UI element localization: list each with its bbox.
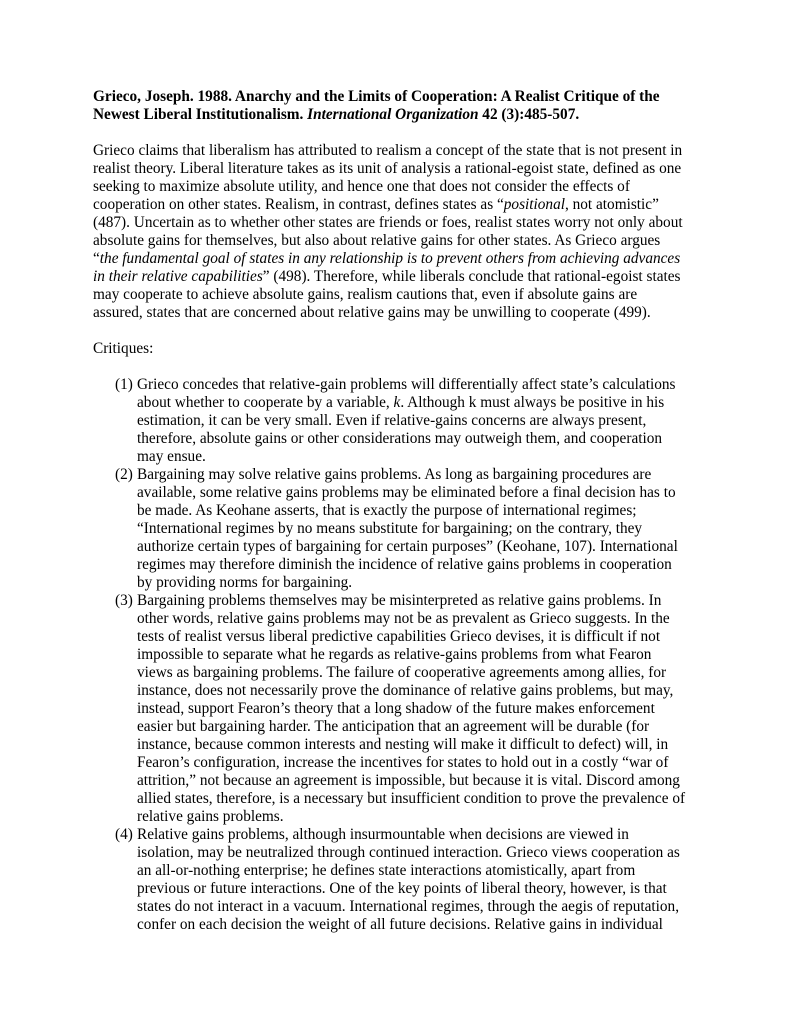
summary-emphasis: positional xyxy=(503,196,565,213)
critique-text: . Although k must always be positive in his xyxy=(400,394,665,411)
critique-line: states do not interact in a vacuum. International regimes, through the aegis of reputation, xyxy=(137,898,680,915)
critique-line: impossible to separate what he regards as relative-gains problems from what Fearon xyxy=(137,646,652,663)
critique-line: estimation, it can be very small. Even if relative-gains concerns are always present, xyxy=(137,412,647,429)
critique-line: tests of realist versus liberal predictive capabilities Grieco devises, it is difficult if not xyxy=(137,628,661,645)
critique-number: (1) xyxy=(115,376,133,393)
citation xyxy=(93,88,705,124)
citation-line-1: Grieco, Joseph. 1988. Anarchy and the Limits of Cooperation: A Realist Critique of the xyxy=(93,88,660,105)
critique-line: by providing norms for bargaining. xyxy=(137,574,353,591)
critique-line: Bargaining problems themselves may be misinterpreted as relative gains problems. In xyxy=(137,592,662,609)
summary-line: seeking to maximize absolute utility, and hence one that does not consider the effects of xyxy=(93,178,630,195)
critique-item-2 xyxy=(93,466,705,592)
citation-line-2 xyxy=(93,106,705,124)
critique-line: an all-or-nothing enterprise; he defines state interactions atomistically, apart from xyxy=(137,862,636,879)
critique-line: attrition,” not because an agreement is impossible, but because it is vital. Discord among xyxy=(137,772,680,789)
critique-line: Fearon’s configuration, increase the incentives for states to hold out in a costly “war of xyxy=(137,754,669,771)
summary-line: (487). Uncertain as to whether other states are friends or foes, realist states worry not only about xyxy=(93,214,683,231)
critique-line: relative gains problems. xyxy=(137,808,284,825)
journal-name: International Organization xyxy=(307,106,479,123)
summary-line: absolute gains for themselves, but also about relative gains for other states. As Grieco argues xyxy=(93,232,661,249)
summary-line xyxy=(93,196,705,214)
critique-line: instance, because common interests and nesting will make it difficult to defect) will, in xyxy=(137,736,669,753)
document-page xyxy=(93,88,705,934)
critique-line: available, some relative gains problems may be eliminated before a final decision has to xyxy=(137,484,676,501)
summary-text: , not atomistic” xyxy=(564,196,659,213)
critique-item-4 xyxy=(93,826,705,934)
critique-line: therefore, absolute gains or other considerations may outweigh them, and cooperation xyxy=(137,430,663,447)
critique-line: other words, relative gains problems may not be as prevalent as Grieco suggests. In the xyxy=(137,610,670,627)
critiques-list xyxy=(93,376,705,934)
critique-number: (3) xyxy=(115,592,133,609)
critique-item-1 xyxy=(93,376,705,466)
critique-line: instead, support Fearon’s theory that a long shadow of the future makes enforcement xyxy=(137,700,655,717)
summary-text: cooperation on other states. Realism, in contrast, defines states as “ xyxy=(93,196,504,213)
variable-k: k xyxy=(393,394,401,411)
critique-line: regimes may therefore diminish the incidence of relative gains problems in cooperation xyxy=(137,556,672,573)
critique-line: confer on each decision the weight of all future decisions. Relative gains in individual xyxy=(137,916,663,933)
critique-line: Bargaining may solve relative gains problems. As long as bargaining procedures are xyxy=(137,466,652,483)
citation-volume: 42 (3):485-507. xyxy=(478,106,580,123)
critique-line: views as bargaining problems. The failure of cooperative agreements among allies, for xyxy=(137,664,667,681)
critique-line: allied states, therefore, is a necessary but insufficient condition to prove the prevalence of xyxy=(137,790,686,807)
critique-line: be made. As Keohane asserts, that is exactly the purpose of international regimes; xyxy=(137,502,637,519)
critique-item-3 xyxy=(93,592,705,826)
summary-paragraph xyxy=(93,142,705,322)
critique-line: Relative gains problems, although insurmountable when decisions are viewed in xyxy=(137,826,629,843)
critique-line: instance, does not necessarily prove the dominance of relative gains problems, but may, xyxy=(137,682,674,699)
quote-italic: in their relative capabilities xyxy=(93,268,263,285)
critique-line: Grieco concedes that relative-gain problems will differentially affect state’s calculations xyxy=(137,376,676,393)
critique-line: isolation, may be neutralized through continued interaction. Grieco views cooperation as xyxy=(137,844,680,861)
summary-line: assured, states that are concerned about relative gains may be unwilling to cooperate (499). xyxy=(93,304,651,321)
critique-number: (4) xyxy=(115,826,133,843)
critiques-heading: Critiques: xyxy=(93,340,154,357)
quote-italic: the fundamental goal of states in any relationship is to prevent others from achieving advances xyxy=(99,250,681,267)
summary-text: ” (498). Therefore, while liberals conclude that rational-egoist states xyxy=(262,268,681,285)
citation-title-end: Newest Liberal Institutionalism. xyxy=(93,106,308,123)
critique-line: easier but bargaining harder. The anticipation that an agreement will be durable (for xyxy=(137,718,650,735)
critique-line: authorize certain types of bargaining for certain purposes” (Keohane, 107). International xyxy=(137,538,678,555)
summary-line: Grieco claims that liberalism has attributed to realism a concept of the state that is not present in xyxy=(93,142,683,159)
critique-line: previous or future interactions. One of the key points of liberal theory, however, is that xyxy=(137,880,667,897)
critique-line: may ensue. xyxy=(137,448,206,465)
critique-text: about whether to cooperate by a variable, xyxy=(137,394,394,411)
summary-line: may cooperate to achieve absolute gains, realism cautions that, even if absolute gains are xyxy=(93,286,638,303)
summary-line xyxy=(93,250,705,268)
critique-line xyxy=(137,394,705,412)
summary-line xyxy=(93,268,705,286)
summary-text: “ xyxy=(93,250,100,267)
critique-number: (2) xyxy=(115,466,133,483)
critique-line: “International regimes by no means substitute for bargaining; on the contrary, they xyxy=(137,520,643,537)
summary-line: realist theory. Liberal literature takes as its unit of analysis a rational-egoist state, defined as one xyxy=(93,160,682,177)
